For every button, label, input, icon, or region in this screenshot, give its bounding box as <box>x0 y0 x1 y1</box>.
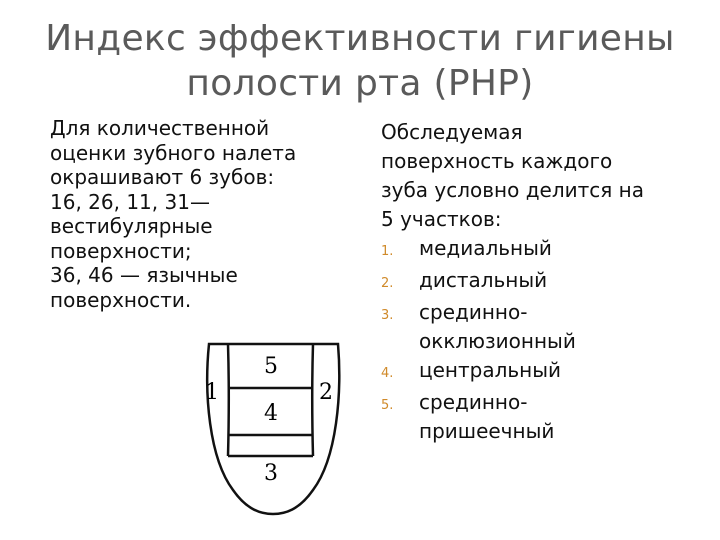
zone-label-2: 2 <box>319 380 333 405</box>
list-text: срединно- окклюзионный <box>419 300 576 353</box>
list-text: медиальный <box>419 236 552 260</box>
right-text-block <box>381 118 701 446</box>
list-number: 3. <box>381 308 394 323</box>
right-intro: Обследуемая поверхность каждого зуба условно делится на 5 участков: <box>381 120 645 231</box>
zone-label-1: 1 <box>205 380 219 405</box>
surface-list <box>381 234 701 446</box>
tooth-surface-diagram <box>201 338 346 518</box>
list-number: 2. <box>381 276 394 291</box>
left-text-block <box>50 116 350 312</box>
slide-title <box>0 16 720 106</box>
list-item <box>381 388 701 446</box>
list-number: 1. <box>381 244 394 259</box>
left-paragraph: Для количественной оценки зубного налета окрашивают 6 зубов: 16, 26, 11, 31— вестибулярные поверхности; 36, 46 — язычные поверхности. <box>50 116 297 312</box>
list-item <box>381 266 701 298</box>
zone-label-5: 5 <box>264 354 278 379</box>
list-item <box>381 356 701 388</box>
left-divider <box>228 344 229 456</box>
zone-label-3: 3 <box>264 461 278 486</box>
list-text: дистальный <box>419 268 548 292</box>
list-item <box>381 298 701 356</box>
title-line-1: Индекс эффективности гигиены <box>45 18 675 59</box>
list-text: центральный <box>419 358 562 382</box>
list-number: 4. <box>381 366 394 381</box>
zone-label-4: 4 <box>264 401 278 426</box>
list-text: срединно- пришеечный <box>419 390 555 443</box>
title-line-2: полости рта (PHP) <box>186 63 534 104</box>
right-divider <box>312 344 313 456</box>
list-number: 5. <box>381 398 394 413</box>
list-item <box>381 234 701 266</box>
